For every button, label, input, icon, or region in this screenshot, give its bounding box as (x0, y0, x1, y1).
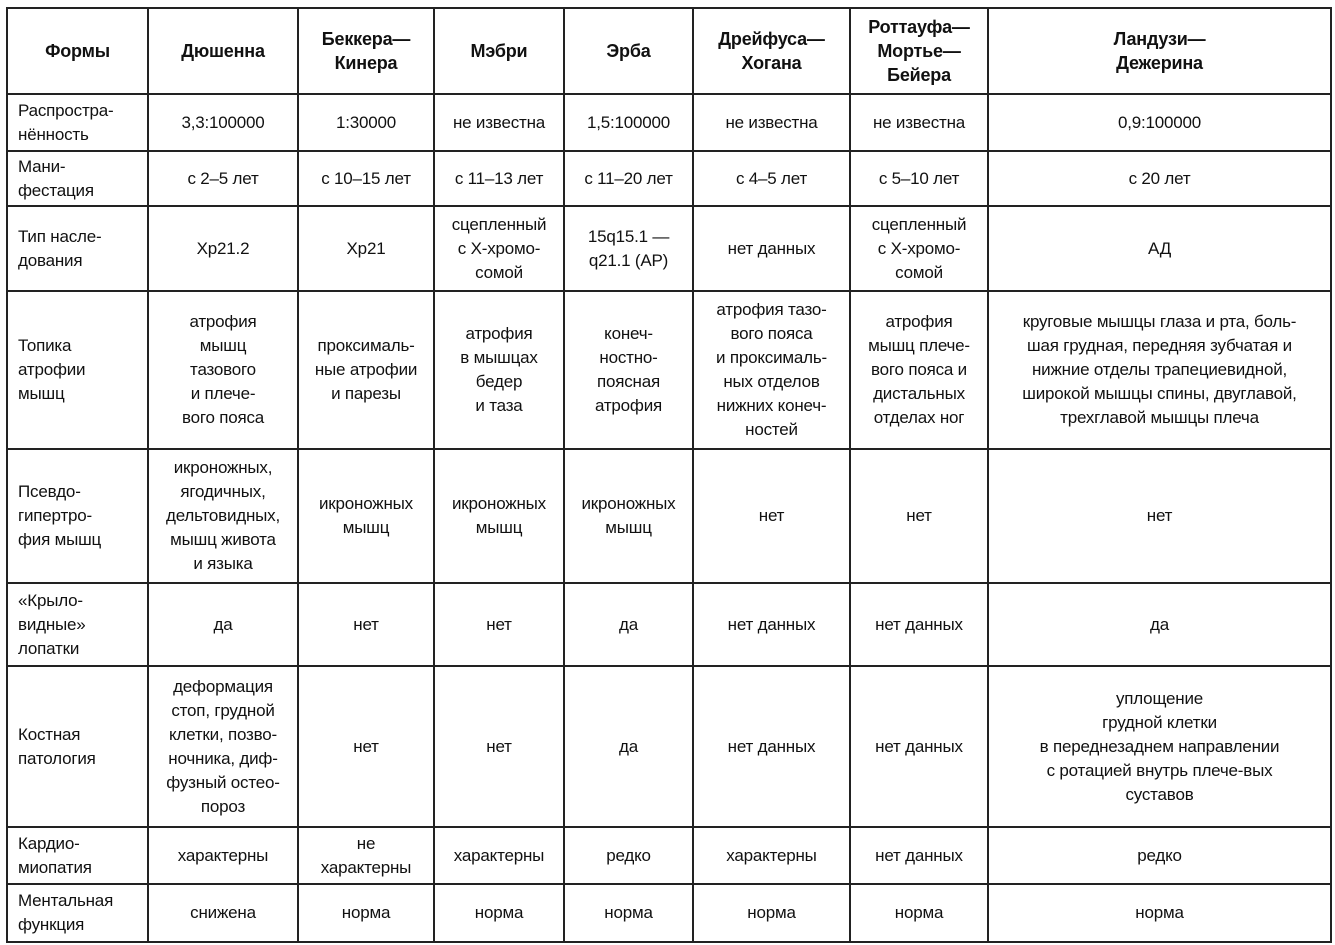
table-cell: АД (988, 206, 1331, 291)
table-row (7, 94, 1331, 151)
row-header: Кардио- миопатия (7, 827, 148, 884)
table-cell: норма (693, 884, 850, 942)
table-row (7, 666, 1331, 827)
table-row (7, 151, 1331, 206)
table-cell: атрофия мышц плече- вого пояса и дистальных отделах ног (850, 291, 988, 449)
table-cell: с 11–20 лет (564, 151, 693, 206)
table-cell: нет (693, 449, 850, 583)
table-cell: 0,9:100000 (988, 94, 1331, 151)
row-header: «Крыло- видные» лопатки (7, 583, 148, 666)
table-row (7, 583, 1331, 666)
table-cell: нет (434, 583, 564, 666)
table-cell: нет (434, 666, 564, 827)
table-cell: с 5–10 лет (850, 151, 988, 206)
column-header: Эрба (564, 8, 693, 94)
table-cell: не характерны (298, 827, 434, 884)
table-cell: не известна (693, 94, 850, 151)
row-header: Топика атрофии мышц (7, 291, 148, 449)
table-cell: сцепленный с Х-хромо- сомой (434, 206, 564, 291)
table-cell: 1:30000 (298, 94, 434, 151)
row-header: Распростра- нённость (7, 94, 148, 151)
table-cell: с 4–5 лет (693, 151, 850, 206)
column-header: Дрейфуса— Хогана (693, 8, 850, 94)
table-cell: нет данных (693, 206, 850, 291)
table-cell: атрофия мышц тазового и плече- вого пояса (148, 291, 298, 449)
row-header: Тип насле- дования (7, 206, 148, 291)
table-cell: 15q15.1 — q21.1 (АР) (564, 206, 693, 291)
column-header: Ландузи— Дежерина (988, 8, 1331, 94)
table-row (7, 827, 1331, 884)
table-cell: атрофия в мышцах бедер и таза (434, 291, 564, 449)
table-cell: да (564, 583, 693, 666)
table-cell: да (564, 666, 693, 827)
table-cell: с 11–13 лет (434, 151, 564, 206)
table-cell: снижена (148, 884, 298, 942)
table-cell: с 10–15 лет (298, 151, 434, 206)
table-cell: деформация стоп, грудной клетки, позво- ночника, диф- фузный остео- пороз (148, 666, 298, 827)
table-cell: атрофия тазо- вого пояса и проксималь- ных отделов нижних конеч- ностей (693, 291, 850, 449)
table-cell: характерны (434, 827, 564, 884)
table-cell: характерны (693, 827, 850, 884)
table-cell: норма (850, 884, 988, 942)
table-cell: Xp21 (298, 206, 434, 291)
table-cell: с 2–5 лет (148, 151, 298, 206)
table-cell: норма (434, 884, 564, 942)
table-cell: характерны (148, 827, 298, 884)
table-cell: нет данных (850, 583, 988, 666)
table-cell: да (988, 583, 1331, 666)
column-header: Формы (7, 8, 148, 94)
table-cell: нет (298, 666, 434, 827)
row-header: Ментальная функция (7, 884, 148, 942)
table-cell: 3,3:100000 (148, 94, 298, 151)
table-row (7, 449, 1331, 583)
table-cell: не известна (434, 94, 564, 151)
table-row (7, 884, 1331, 942)
table-cell: нет (298, 583, 434, 666)
table-cell: норма (298, 884, 434, 942)
table-cell: норма (988, 884, 1331, 942)
table-cell: нет данных (850, 827, 988, 884)
table-cell: икроножных мышц (564, 449, 693, 583)
column-header: Беккера— Кинера (298, 8, 434, 94)
table-cell: конеч- ностно- поясная атрофия (564, 291, 693, 449)
table-cell: норма (564, 884, 693, 942)
muscular-dystrophy-table (6, 7, 1332, 943)
table-cell: нет данных (850, 666, 988, 827)
table-row (7, 291, 1331, 449)
table-cell: нет (988, 449, 1331, 583)
table-cell: не известна (850, 94, 988, 151)
column-header: Мэбри (434, 8, 564, 94)
table-cell: уплощение грудной клетки в переднезаднем направлении с ротацией внутрь плече-вых суставов (988, 666, 1331, 827)
column-header: Дюшенна (148, 8, 298, 94)
row-header: Мани- фестация (7, 151, 148, 206)
table-cell: с 20 лет (988, 151, 1331, 206)
table-cell: проксималь- ные атрофии и парезы (298, 291, 434, 449)
table-cell: икроножных, ягодичных, дельтовидных, мышц живота и языка (148, 449, 298, 583)
table-cell: редко (564, 827, 693, 884)
table-cell: редко (988, 827, 1331, 884)
table-cell: 1,5:100000 (564, 94, 693, 151)
table-cell: Xp21.2 (148, 206, 298, 291)
table-cell: да (148, 583, 298, 666)
table-row (7, 206, 1331, 291)
table-cell: нет данных (693, 583, 850, 666)
table-cell: нет данных (693, 666, 850, 827)
table-cell: икроножных мышц (434, 449, 564, 583)
row-header: Костная патология (7, 666, 148, 827)
table-cell: нет (850, 449, 988, 583)
header-row (7, 8, 1331, 94)
table-cell: сцепленный с Х-хромо- сомой (850, 206, 988, 291)
table-cell: круговые мышцы глаза и рта, боль- шая грудная, передняя зубчатая и нижние отделы трапециевидной, широкой мышцы спины, двуглавой, трехглавой мышцы плеча (988, 291, 1331, 449)
table-cell: икроножных мышц (298, 449, 434, 583)
column-header: Роттауфа— Мортье— Бейера (850, 8, 988, 94)
row-header: Псевдо- гипертро- фия мышц (7, 449, 148, 583)
